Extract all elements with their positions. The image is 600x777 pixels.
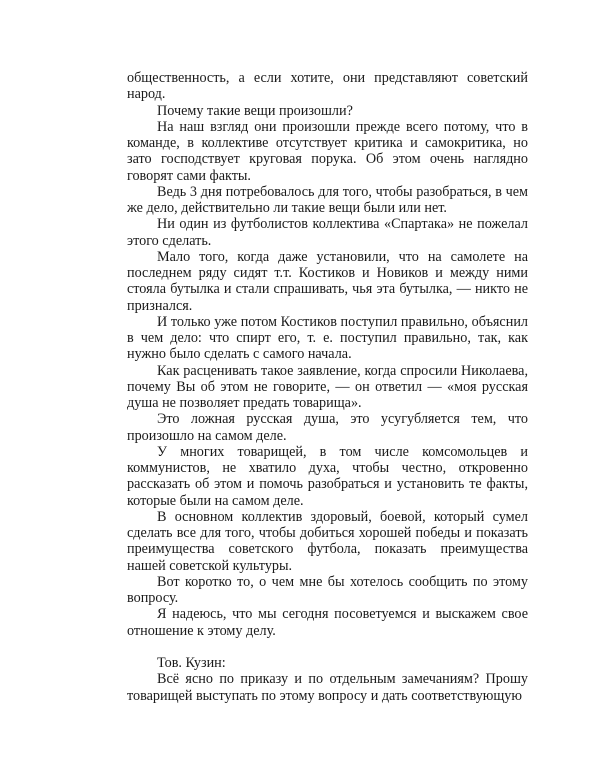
- paragraph: Как расценивать такое заявление, когда спросили Николаева, почему Вы об этом не говорите, — он ответил — «моя русская душа не позволяет предать товарища».: [127, 362, 528, 411]
- paragraph: У многих товарищей, в том числе комсомольцев и коммунистов, не хватило духа, чтобы честно, откровенно рассказать об этом и помочь разобраться и установить те факты, которые были на самом деле.: [127, 443, 528, 509]
- paragraph: И только уже потом Костиков поступил правильно, объяснил в чем дело: что спирт его, т. е. поступил правильно, так, как нужно было сделать с самого начала.: [127, 313, 528, 363]
- paragraph: В основном коллектив здоровый, боевой, который сумел сделать все для того, чтобы добиться хорошей победы и показать преимущества советского футбола, показать преимущества нашей советской культуры.: [127, 508, 528, 574]
- paragraph: Всё ясно по приказу и по отдельным замечаниям? Прошу товарищей выступать по этому вопросу и дать соответствующую: [127, 671, 528, 704]
- paragraph-continuation: общественность, а если хотите, они представляют советский народ.: [127, 70, 528, 103]
- paragraph: Мало того, когда даже установили, что на самолете на последнем ряду сидят т.т. Костиков и Новиков и между ними стояла бутылка и стали спрашивать, чья эта бутылка, — никто не признался.: [127, 248, 528, 314]
- paragraph: Это ложная русская душа, это усугубляется тем, что произошло на самом деле.: [127, 411, 528, 444]
- paragraph: Ведь 3 дня потребовалось для того, чтобы разобраться, в чем же дело, действительно ли такие вещи были или нет.: [127, 183, 528, 216]
- paragraph: На наш взгляд они произошли прежде всего потому, что в команде, в коллективе отсутствует критика и самокритика, но зато господствует круговая порука. Об этом очень наглядно говорят сами факты.: [127, 118, 528, 184]
- paragraph: Вот коротко то, о чем мне бы хотелось сообщить по этому вопросу.: [127, 573, 528, 606]
- paragraph: Ни один из футболистов коллектива «Спартака» не пожелал этого сделать.: [127, 216, 528, 249]
- document-page: [127, 70, 528, 704]
- paragraph: Почему такие вещи произошли?: [157, 102, 353, 119]
- paragraph: Я надеюсь, что мы сегодня посоветуемся и выскажем свое отношение к этому делу.: [127, 606, 528, 639]
- speaker-label: Тов. Кузин:: [157, 655, 226, 671]
